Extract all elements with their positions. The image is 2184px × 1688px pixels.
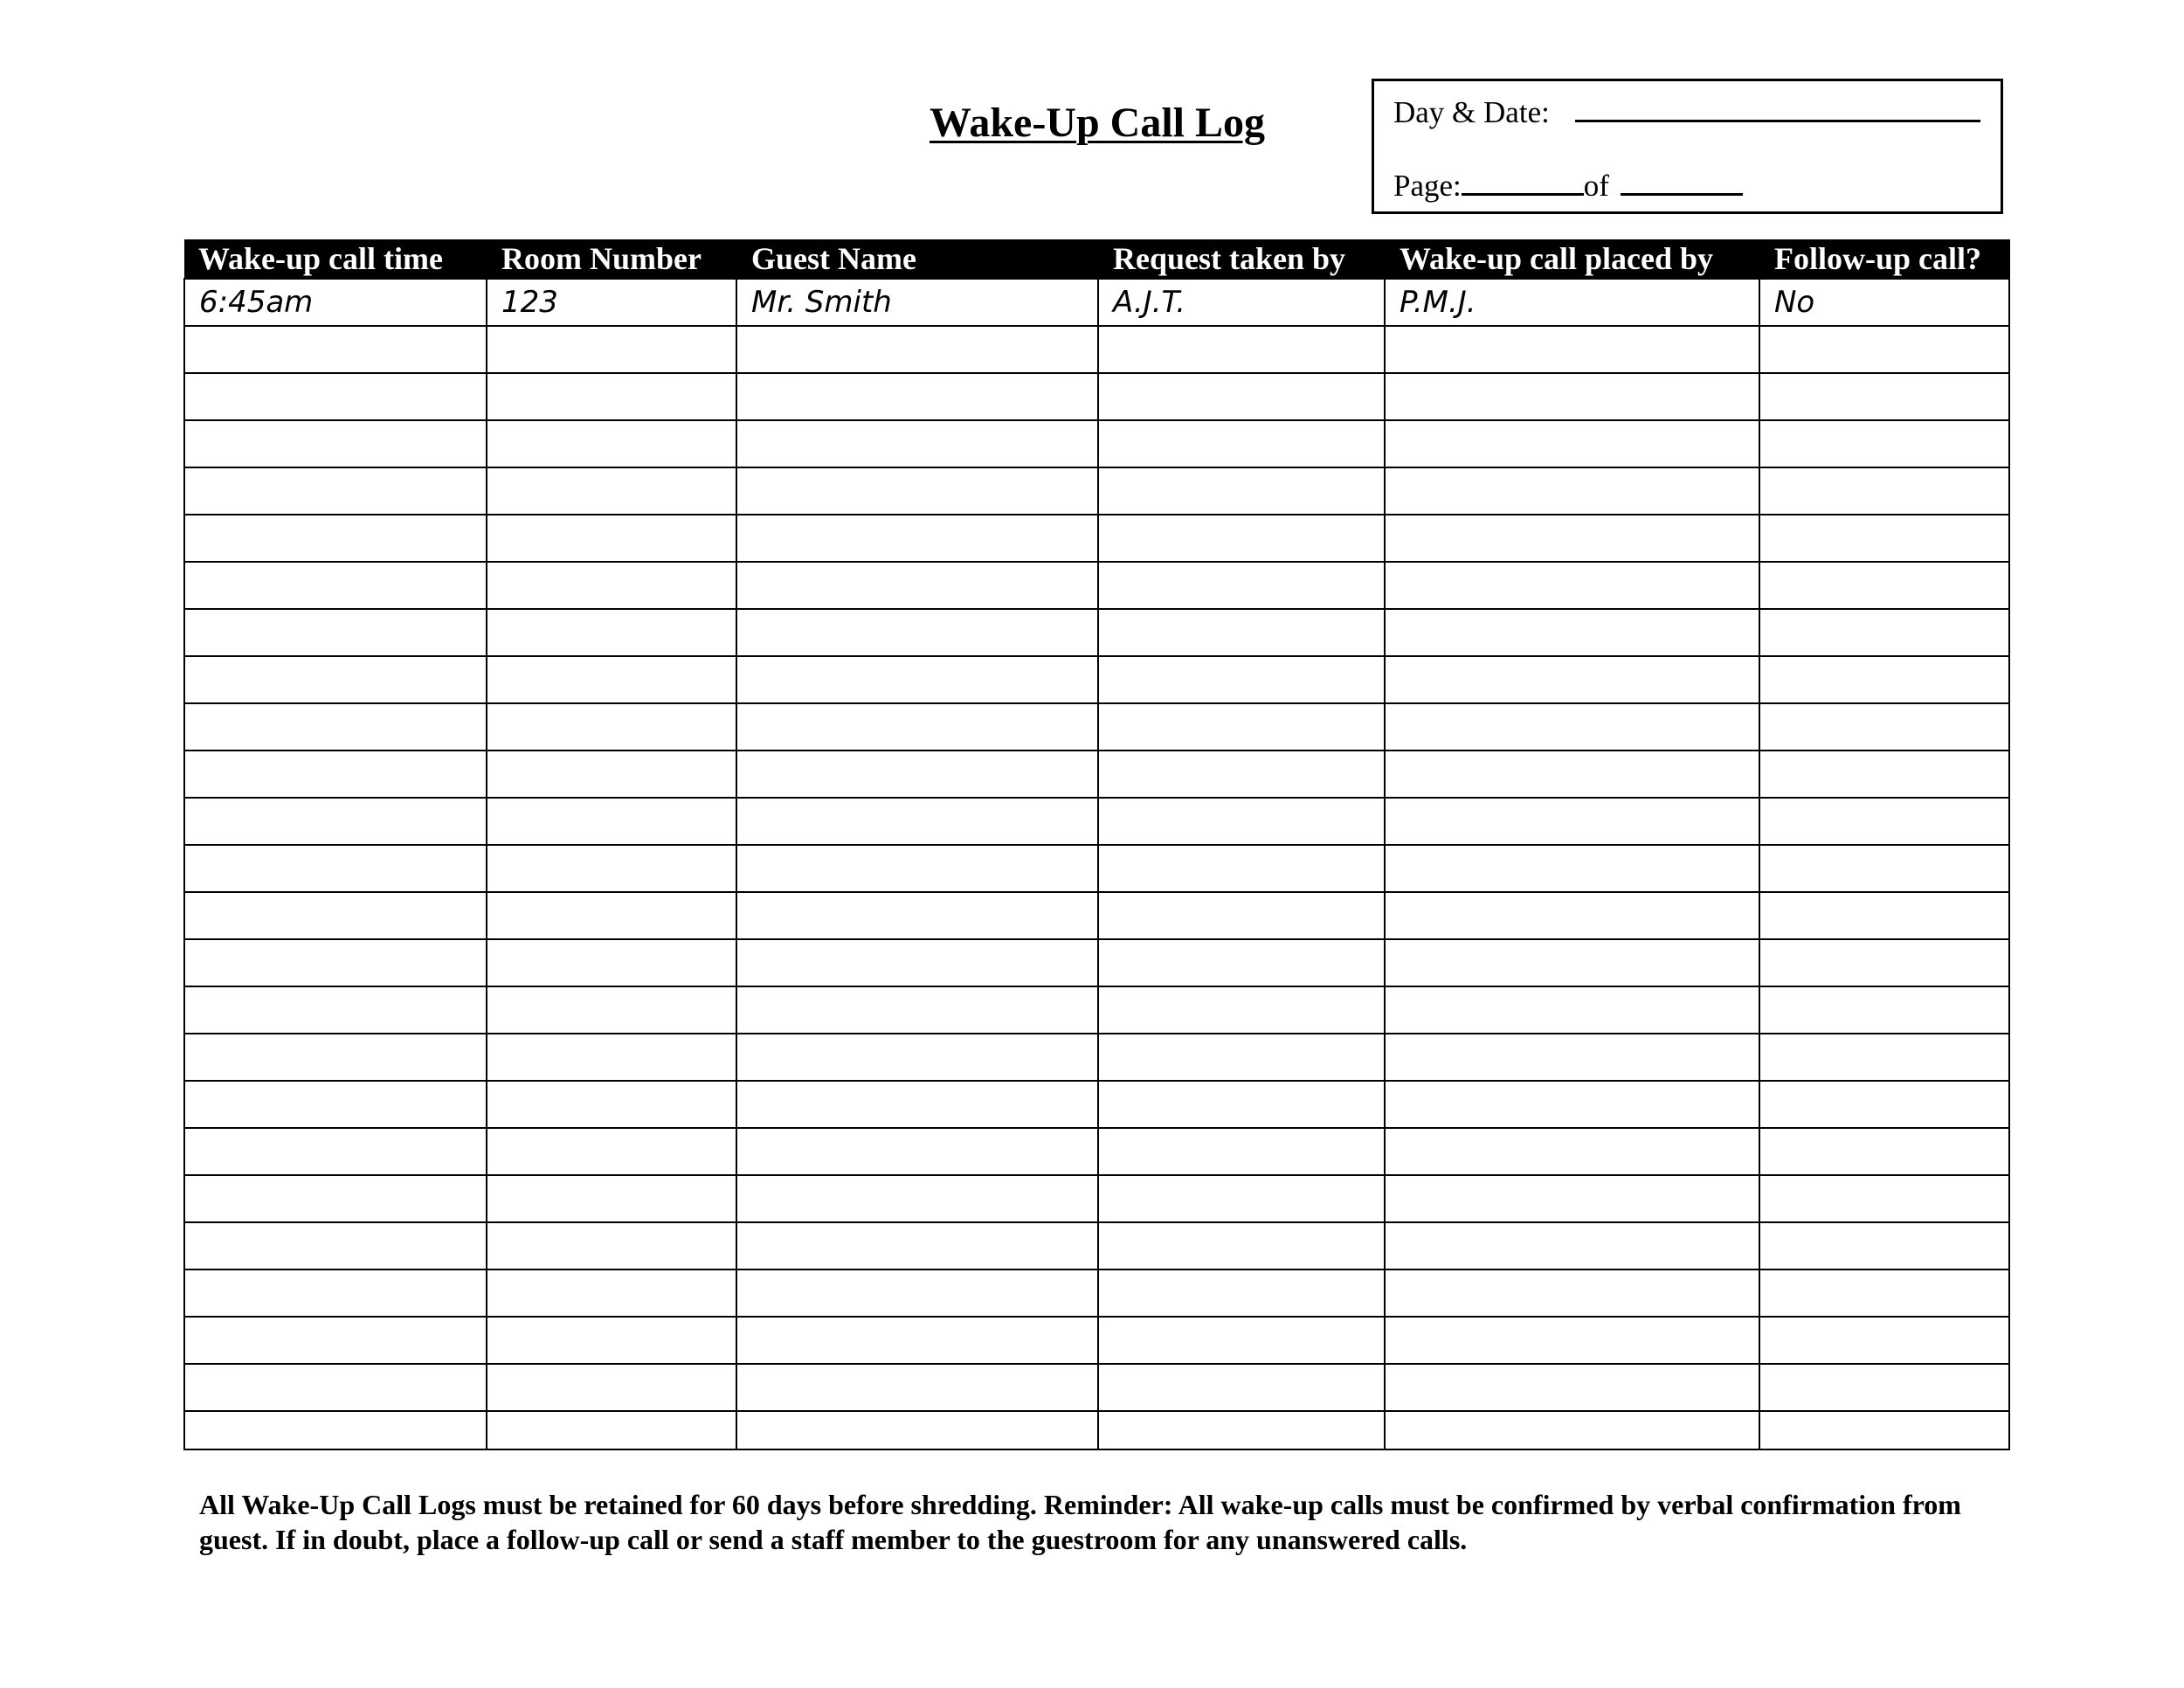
- guest-name-cell[interactable]: [736, 1411, 1098, 1449]
- request-taken-by-cell[interactable]: [1098, 1128, 1385, 1175]
- call-placed-by-cell[interactable]: [1385, 845, 1759, 892]
- room-cell[interactable]: [487, 1222, 736, 1269]
- time-cell[interactable]: [184, 1222, 487, 1269]
- room-cell[interactable]: [487, 1269, 736, 1317]
- guest-name-cell[interactable]: [736, 845, 1098, 892]
- guest-name-cell[interactable]: [736, 609, 1098, 656]
- room-cell[interactable]: [487, 703, 736, 751]
- guest-name-cell[interactable]: [736, 1128, 1098, 1175]
- follow-up-cell[interactable]: [1759, 798, 2009, 845]
- room-cell[interactable]: [487, 467, 736, 515]
- request-taken-by-cell[interactable]: [1098, 467, 1385, 515]
- room-cell[interactable]: [487, 986, 736, 1034]
- call-placed-by-cell[interactable]: [1385, 420, 1759, 467]
- table-row: [184, 279, 2009, 326]
- follow-up-cell[interactable]: [1759, 373, 2009, 420]
- guest-name-cell[interactable]: [736, 939, 1098, 986]
- follow-up-cell[interactable]: [1759, 1081, 2009, 1128]
- request-taken-by-cell[interactable]: [1098, 1222, 1385, 1269]
- request-taken-by-cell[interactable]: [1098, 1175, 1385, 1222]
- request-taken-by-cell[interactable]: [1098, 1364, 1385, 1411]
- page-label: Page:: [1393, 169, 1462, 203]
- table-row: [184, 1317, 2009, 1364]
- call-placed-by-cell[interactable]: [1385, 1411, 1759, 1449]
- follow-up-cell[interactable]: [1759, 326, 2009, 373]
- time-cell[interactable]: [184, 1364, 487, 1411]
- call-placed-by-cell[interactable]: [1385, 1034, 1759, 1081]
- follow-up-cell[interactable]: [1759, 562, 2009, 609]
- page-number-row: [1393, 169, 1743, 204]
- time-cell[interactable]: [184, 703, 487, 751]
- time-cell[interactable]: [184, 1034, 487, 1081]
- time-cell[interactable]: [184, 892, 487, 939]
- room-cell[interactable]: 123: [487, 279, 736, 326]
- header-room-number: Room Number: [487, 239, 736, 279]
- guest-name-cell[interactable]: [736, 515, 1098, 562]
- guest-name-cell[interactable]: Mr. Smith: [736, 279, 1098, 326]
- guest-name-cell[interactable]: [736, 562, 1098, 609]
- follow-up-cell[interactable]: [1759, 751, 2009, 798]
- room-cell[interactable]: [487, 1175, 736, 1222]
- follow-up-cell[interactable]: [1759, 1411, 2009, 1449]
- table-row: [184, 1081, 2009, 1128]
- time-cell[interactable]: [184, 1081, 487, 1128]
- time-cell[interactable]: [184, 1175, 487, 1222]
- room-cell[interactable]: [487, 1364, 736, 1411]
- call-placed-by-cell[interactable]: [1385, 986, 1759, 1034]
- guest-name-cell[interactable]: [736, 1081, 1098, 1128]
- request-taken-by-cell[interactable]: [1098, 1317, 1385, 1364]
- guest-name-cell[interactable]: [736, 751, 1098, 798]
- table-row: [184, 326, 2009, 373]
- guest-name-cell[interactable]: [736, 986, 1098, 1034]
- table-row: [184, 656, 2009, 703]
- call-placed-by-cell[interactable]: [1385, 515, 1759, 562]
- table-row: [184, 892, 2009, 939]
- request-taken-by-cell[interactable]: [1098, 373, 1385, 420]
- table-row: [184, 1034, 2009, 1081]
- request-taken-by-cell[interactable]: [1098, 326, 1385, 373]
- request-taken-by-cell[interactable]: [1098, 609, 1385, 656]
- table-row: [184, 420, 2009, 467]
- table-row: [184, 939, 2009, 986]
- time-cell[interactable]: [184, 1269, 487, 1317]
- table-row: [184, 1411, 2009, 1449]
- follow-up-cell[interactable]: [1759, 467, 2009, 515]
- guest-name-cell[interactable]: [736, 467, 1098, 515]
- room-cell[interactable]: [487, 562, 736, 609]
- time-cell[interactable]: [184, 326, 487, 373]
- time-cell[interactable]: [184, 467, 487, 515]
- header-wake-up-call-placed-by: Wake-up call placed by: [1385, 239, 1759, 279]
- follow-up-cell[interactable]: [1759, 1317, 2009, 1364]
- time-cell[interactable]: [184, 1317, 487, 1364]
- room-cell[interactable]: [487, 939, 736, 986]
- call-placed-by-cell[interactable]: [1385, 1128, 1759, 1175]
- room-cell[interactable]: [487, 373, 736, 420]
- table-row: [184, 373, 2009, 420]
- time-cell[interactable]: [184, 845, 487, 892]
- follow-up-cell[interactable]: [1759, 892, 2009, 939]
- follow-up-cell[interactable]: [1759, 1269, 2009, 1317]
- day-date-label: Day & Date:: [1393, 95, 1550, 129]
- room-cell[interactable]: [487, 1034, 736, 1081]
- table-row: [184, 515, 2009, 562]
- guest-name-cell[interactable]: [736, 1269, 1098, 1317]
- follow-up-cell[interactable]: [1759, 986, 2009, 1034]
- room-cell[interactable]: [487, 326, 736, 373]
- request-taken-by-cell[interactable]: [1098, 1034, 1385, 1081]
- call-placed-by-cell[interactable]: [1385, 703, 1759, 751]
- day-date-blank-line[interactable]: [1575, 95, 1980, 122]
- follow-up-cell[interactable]: [1759, 939, 2009, 986]
- day-date-page-box: [1372, 79, 2003, 214]
- call-placed-by-cell[interactable]: [1385, 562, 1759, 609]
- request-taken-by-cell[interactable]: [1098, 1081, 1385, 1128]
- day-date-row: [1393, 95, 1980, 130]
- header-guest-name: Guest Name: [736, 239, 1098, 279]
- follow-up-cell[interactable]: [1759, 656, 2009, 703]
- call-placed-by-cell[interactable]: [1385, 1222, 1759, 1269]
- time-cell[interactable]: [184, 420, 487, 467]
- table-row: [184, 986, 2009, 1034]
- room-cell[interactable]: [487, 420, 736, 467]
- request-taken-by-cell[interactable]: [1098, 562, 1385, 609]
- follow-up-cell[interactable]: [1759, 1034, 2009, 1081]
- table-row: [184, 1364, 2009, 1411]
- follow-up-cell[interactable]: [1759, 1364, 2009, 1411]
- guest-name-cell[interactable]: [736, 373, 1098, 420]
- room-cell[interactable]: [487, 656, 736, 703]
- follow-up-cell[interactable]: No: [1759, 279, 2009, 326]
- time-cell[interactable]: [184, 939, 487, 986]
- time-cell[interactable]: [184, 751, 487, 798]
- follow-up-cell[interactable]: [1759, 1222, 2009, 1269]
- call-placed-by-cell[interactable]: [1385, 1081, 1759, 1128]
- time-cell[interactable]: [184, 986, 487, 1034]
- guest-name-cell[interactable]: [736, 892, 1098, 939]
- call-placed-by-cell[interactable]: [1385, 373, 1759, 420]
- request-taken-by-cell[interactable]: [1098, 892, 1385, 939]
- table-row: [184, 562, 2009, 609]
- header-wake-up-call-time: Wake-up call time: [184, 239, 487, 279]
- header-request-taken-by: Request taken by: [1098, 239, 1385, 279]
- guest-name-cell[interactable]: [736, 326, 1098, 373]
- request-taken-by-cell[interactable]: [1098, 751, 1385, 798]
- follow-up-cell[interactable]: [1759, 515, 2009, 562]
- table-row: [184, 845, 2009, 892]
- request-taken-by-cell[interactable]: [1098, 515, 1385, 562]
- request-taken-by-cell[interactable]: [1098, 703, 1385, 751]
- of-label: of: [1583, 169, 1609, 203]
- follow-up-cell[interactable]: [1759, 420, 2009, 467]
- time-cell[interactable]: [184, 515, 487, 562]
- page-number-blank-line[interactable]: [1462, 169, 1584, 196]
- guest-name-cell[interactable]: [736, 1364, 1098, 1411]
- table-header-row: [184, 239, 2009, 279]
- call-placed-by-cell[interactable]: [1385, 1364, 1759, 1411]
- room-cell[interactable]: [487, 1317, 736, 1364]
- time-cell[interactable]: 6:45am: [184, 279, 487, 326]
- room-cell[interactable]: [487, 1128, 736, 1175]
- call-placed-by-cell[interactable]: [1385, 326, 1759, 373]
- request-taken-by-cell[interactable]: [1098, 420, 1385, 467]
- call-placed-by-cell[interactable]: [1385, 1317, 1759, 1364]
- table-row: [184, 609, 2009, 656]
- follow-up-cell[interactable]: [1759, 703, 2009, 751]
- request-taken-by-cell[interactable]: [1098, 1411, 1385, 1449]
- guest-name-cell[interactable]: [736, 420, 1098, 467]
- call-placed-by-cell[interactable]: [1385, 751, 1759, 798]
- room-cell[interactable]: [487, 1081, 736, 1128]
- time-cell[interactable]: [184, 656, 487, 703]
- call-placed-by-cell[interactable]: [1385, 892, 1759, 939]
- request-taken-by-cell[interactable]: [1098, 798, 1385, 845]
- request-taken-by-cell[interactable]: A.J.T.: [1098, 279, 1385, 326]
- call-placed-by-cell[interactable]: [1385, 1175, 1759, 1222]
- call-placed-by-cell[interactable]: [1385, 609, 1759, 656]
- room-cell[interactable]: [487, 609, 736, 656]
- table-row: [184, 467, 2009, 515]
- call-placed-by-cell[interactable]: [1385, 467, 1759, 515]
- request-taken-by-cell[interactable]: [1098, 1269, 1385, 1317]
- guest-name-cell[interactable]: [736, 1175, 1098, 1222]
- guest-name-cell[interactable]: [736, 1034, 1098, 1081]
- request-taken-by-cell[interactable]: [1098, 845, 1385, 892]
- time-cell[interactable]: [184, 609, 487, 656]
- time-cell[interactable]: [184, 373, 487, 420]
- time-cell[interactable]: [184, 562, 487, 609]
- room-cell[interactable]: [487, 751, 736, 798]
- guest-name-cell[interactable]: [736, 798, 1098, 845]
- guest-name-cell[interactable]: [736, 1317, 1098, 1364]
- table-row: [184, 1128, 2009, 1175]
- time-cell[interactable]: [184, 1128, 487, 1175]
- call-placed-by-cell[interactable]: [1385, 939, 1759, 986]
- retention-footnote: All Wake-Up Call Logs must be retained for 60 days before shredding. Reminder: All wake-up calls must be confirmed by verbal confirmation from guest. If in doubt, place a follow-up call or send a staff member to the guestroom for any unanswered calls.: [199, 1489, 1961, 1555]
- call-placed-by-cell[interactable]: [1385, 798, 1759, 845]
- request-taken-by-cell[interactable]: [1098, 939, 1385, 986]
- time-cell[interactable]: [184, 798, 487, 845]
- follow-up-cell[interactable]: [1759, 845, 2009, 892]
- call-placed-by-cell[interactable]: P.M.J.: [1385, 279, 1759, 326]
- time-cell[interactable]: [184, 1411, 487, 1449]
- room-cell[interactable]: [487, 892, 736, 939]
- table-row: [184, 798, 2009, 845]
- header-follow-up-call: Follow-up call?: [1759, 239, 2009, 279]
- room-cell[interactable]: [487, 845, 736, 892]
- table-row: [184, 703, 2009, 751]
- follow-up-cell[interactable]: [1759, 1128, 2009, 1175]
- follow-up-cell[interactable]: [1759, 1175, 2009, 1222]
- call-placed-by-cell[interactable]: [1385, 1269, 1759, 1317]
- page-title: Wake-Up Call Log: [929, 100, 1266, 146]
- wake-up-call-table: [183, 239, 2010, 1450]
- table-row: [184, 1222, 2009, 1269]
- guest-name-cell[interactable]: [736, 656, 1098, 703]
- guest-name-cell[interactable]: [736, 703, 1098, 751]
- page-total-blank-line[interactable]: [1621, 169, 1743, 196]
- request-taken-by-cell[interactable]: [1098, 656, 1385, 703]
- table-row: [184, 1175, 2009, 1222]
- table-body: [184, 279, 2009, 1449]
- table-row: [184, 1269, 2009, 1317]
- request-taken-by-cell[interactable]: [1098, 986, 1385, 1034]
- table-row: [184, 751, 2009, 798]
- room-cell[interactable]: [487, 798, 736, 845]
- call-placed-by-cell[interactable]: [1385, 656, 1759, 703]
- room-cell[interactable]: [487, 1411, 736, 1449]
- room-cell[interactable]: [487, 515, 736, 562]
- follow-up-cell[interactable]: [1759, 609, 2009, 656]
- guest-name-cell[interactable]: [736, 1222, 1098, 1269]
